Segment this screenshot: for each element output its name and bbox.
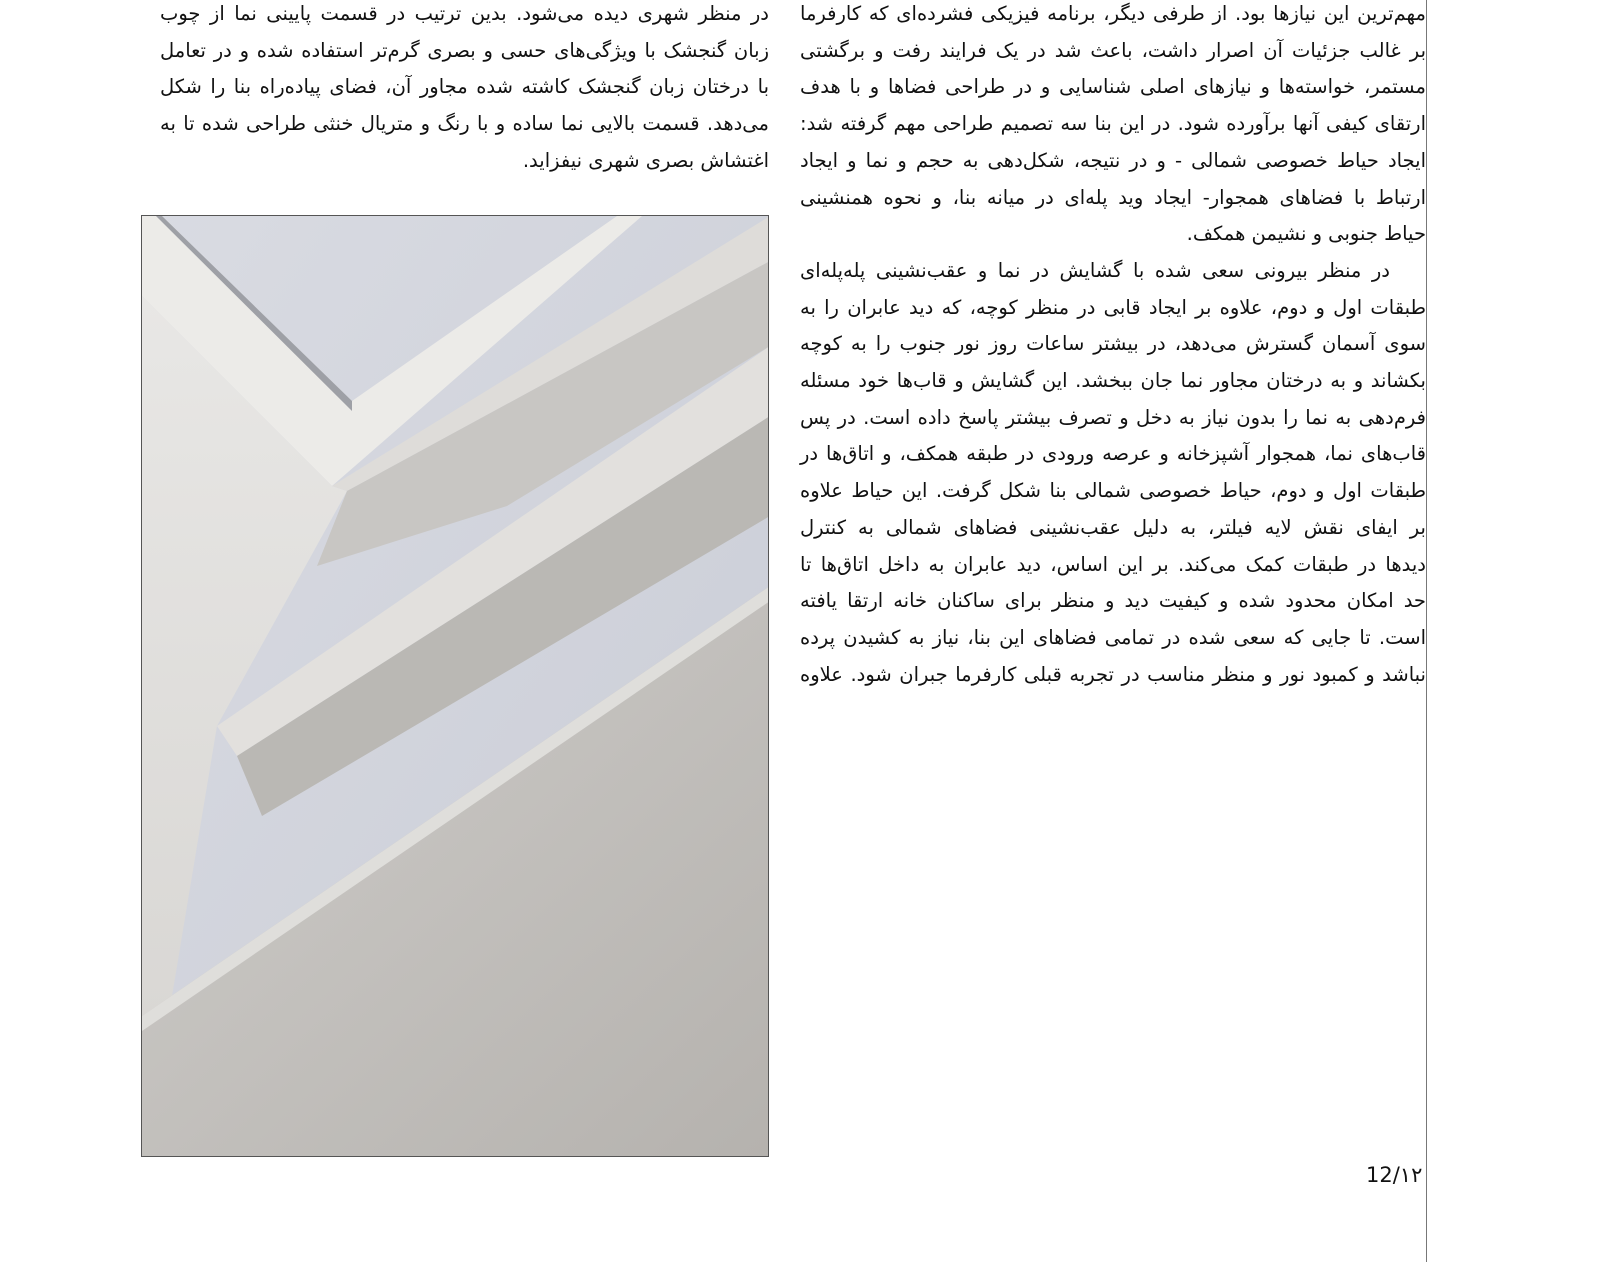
text-line: فرم‌دهی به نما را بدون نیاز به دخل و تصرف بیشتر پاسخ داده است. در پس — [800, 405, 1426, 429]
text-line: حیاط جنوبی و نشیمن همکف. — [1186, 222, 1426, 246]
text-line: در منظر شهری دیده می‌شود. بدین ترتیب در قسمت پایینی نما از چوب — [160, 2, 769, 25]
text-line: زبان گنجشک با ویژگی‌های حسی و بصری گرم‌تر استفاده شده و در تعامل — [160, 38, 769, 62]
right-text-column — [800, 0, 1426, 693]
text-line: نباشد و کمبود نور و منظر مناسب در تجربه قبلی کارفرما جبران شود. علاوه — [800, 662, 1426, 686]
text-line: ارتباط با فضاهای همجوار- ایجاد وید پله‌ای در میانه بنا، و نحوه همنشینی — [800, 185, 1426, 209]
text-line: است. تا جایی که سعی شده در تمامی فضاهای این بنا، نیاز به کشیدن پرده — [800, 625, 1426, 649]
left-text-column — [160, 0, 769, 180]
paragraph-1 — [160, 0, 769, 180]
text-line: می‌دهد. قسمت بالایی نما ساده و با رنگ و متریال خنثی طراحی شده تا به — [160, 112, 769, 136]
text-line: با درختان زبان گنجشک کاشته شده مجاور آن، فضای پیاده‌راه بنا را شکل — [160, 75, 769, 99]
paragraph-2 — [800, 253, 1426, 693]
text-line: مهم‌ترین این نیازها بود. از طرفی دیگر، برنامه فیزیکی فشرده‌ای که کارفرما — [800, 2, 1426, 25]
architecture-photo — [141, 215, 769, 1157]
text-line: اغتشاش بصری شهری نیفزاید. — [522, 148, 769, 172]
paragraph-1 — [800, 0, 1426, 253]
text-line: دیدها در طبقات کمک می‌کند. بر این اساس، دید عابران به داخل اتاق‌ها تا — [800, 552, 1426, 576]
text-line: در منظر بیرونی سعی شده با گشایش در نما و عقب‌نشینی پله‌پله‌ای — [800, 258, 1390, 282]
text-line: ارتقای کیفی آنها برآورده شود. در این بنا سه تصمیم طراحی مهم گرفته شد: — [800, 112, 1426, 136]
text-line: مستمر، خواسته‌ها و نیازهای اصلی شناسایی و در طراحی فضاها و با هدف — [800, 75, 1426, 99]
text-line: بکشاند و به درختان مجاور نما جان ببخشد. این گشایش و قاب‌ها خود مسئله — [800, 369, 1426, 393]
column-divider — [1426, 0, 1427, 1262]
page-number: 12/۱۲ — [1366, 1163, 1423, 1187]
text-line: حد امکان محدود شده و کیفیت دید و منظر برای ساکنان خانه ارتقا یافته — [800, 589, 1426, 613]
text-line: طبقات اول و دوم، علاوه بر ایجاد قابی در منظر کوچه، که دید عابران را به — [800, 295, 1426, 319]
text-line: ایجاد حیاط خصوصی شمالی - و در نتیجه، شکل‌دهی به حجم و نما و ایجاد — [800, 148, 1426, 172]
text-line: بر ایفای نقش لایه فیلتر، به دلیل عقب‌نشینی فضاهای شمالی به کنترل — [800, 515, 1426, 539]
text-line: قاب‌های نما، همجوار آشپزخانه و عرصه ورودی در طبقه همکف، و اتاق‌ها در — [800, 442, 1426, 466]
text-line: طبقات اول و دوم، حیاط خصوصی شمالی بنا شکل گرفت. این حیاط علاوه — [800, 479, 1426, 503]
text-line: بر غالب جزئیات آن اصرار داشت، باعث شد در یک فرایند رفت و برگشتی — [800, 38, 1426, 62]
text-line: سوی آسمان گسترش می‌دهد، در بیشتر ساعات روز نور جنوب را به کوچه — [800, 332, 1426, 356]
